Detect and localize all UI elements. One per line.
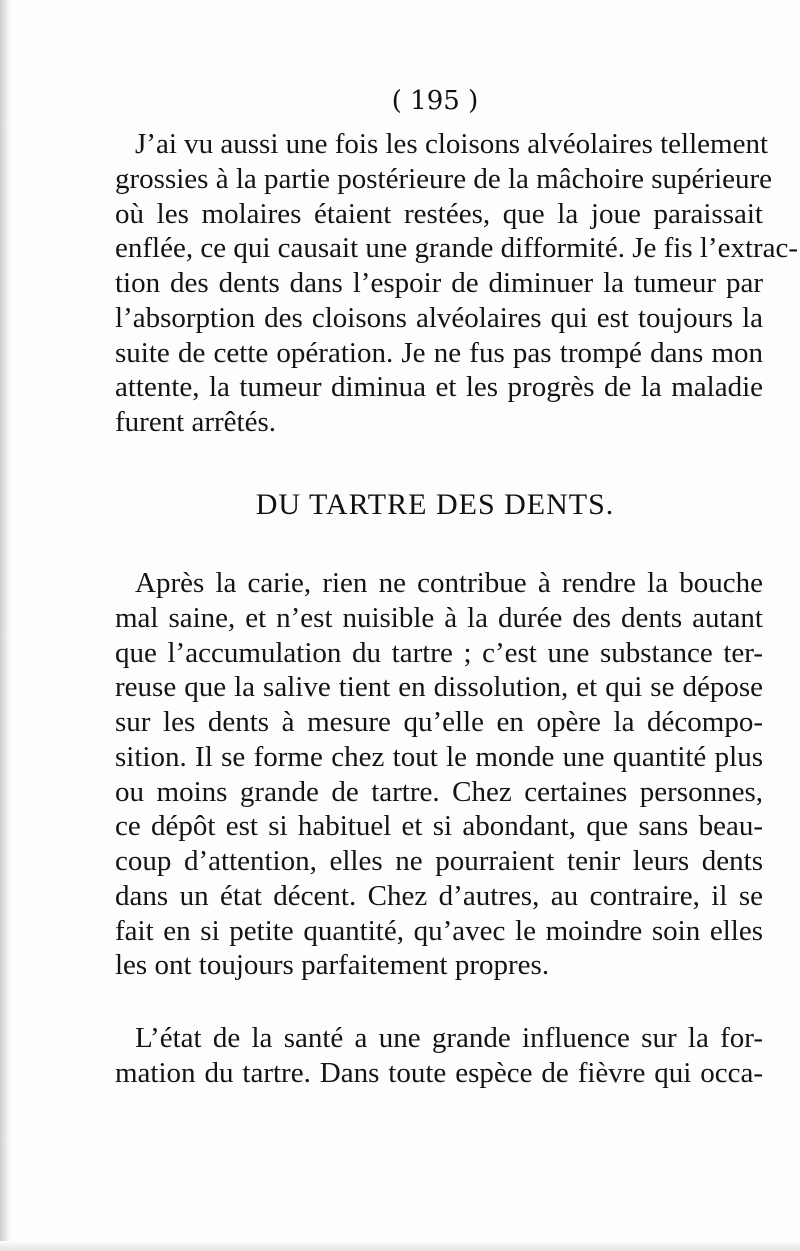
page-bottom-edge-shadow — [0, 1241, 800, 1251]
text-line: sur les dents à mesure qu’elle en opère la décompo- — [115, 706, 763, 738]
text-line: J’ai vu aussi une fois les cloisons alvéolaires tellement — [135, 128, 769, 160]
text-line: l’absorption des cloisons alvéolaires qui est toujours la — [115, 301, 763, 334]
text-line: reuse que la salive tient en dissolution, et qui se dépose — [115, 671, 763, 704]
text-line: ou moins grande de tartre. Chez certaines personnes, — [115, 775, 763, 808]
text-line: attente, la tumeur diminua et les progrès de la maladie — [115, 371, 763, 404]
text-line: sition. Il se forme chez tout le monde une quantité plus — [115, 740, 763, 773]
text-line: suite de cette opération. Je ne fus pas trompé dans mon — [115, 336, 763, 369]
text-line: L’état de la santé a une grande influence sur la for- — [135, 1022, 763, 1054]
text-line: fait en si petite quantité, qu’avec le moindre soin elles — [115, 914, 763, 947]
text-line: furent arrêtés. — [115, 406, 277, 438]
text-line: où les molaires étaient restées, que la joue paraissait — [115, 197, 763, 230]
text-line: enflée, ce qui causait une grande difformité. Je fis l’extrac- — [115, 232, 799, 265]
paragraph-3 — [115, 1021, 763, 1091]
page-left-edge-shadow — [0, 0, 12, 1251]
text-line: mal saine, et n’est nuisible à la durée des dents autant — [115, 601, 763, 634]
section-heading: DU TARTRE DES DENTS. — [255, 488, 615, 521]
text-line: coup d’attention, elles ne pourraient tenir leurs dents — [115, 845, 763, 877]
page-number: ( 195 ) — [391, 86, 479, 116]
text-line: que l’accumulation du tartre ; c’est une substance ter- — [115, 636, 763, 669]
text-line: grossies à la partie postérieure de la mâchoire supérieure — [115, 162, 773, 195]
paragraph-2 — [115, 566, 763, 983]
text-line: Après la carie, rien ne contribue à rendre la bouche — [135, 567, 763, 599]
paragraph-1 — [115, 127, 799, 440]
text-line: mation du tartre. Dans toute espèce de fièvre qui occa- — [115, 1056, 763, 1089]
text-line: les ont toujours parfaitement propres. — [115, 949, 550, 982]
text-line: dans un état décent. Chez d’autres, au contraire, il se — [115, 879, 763, 912]
text-line: ce dépôt est si habituel et si abondant, que sans beau- — [115, 810, 763, 843]
text-line: tion des dents dans l’espoir de diminuer la tumeur par — [115, 267, 763, 299]
